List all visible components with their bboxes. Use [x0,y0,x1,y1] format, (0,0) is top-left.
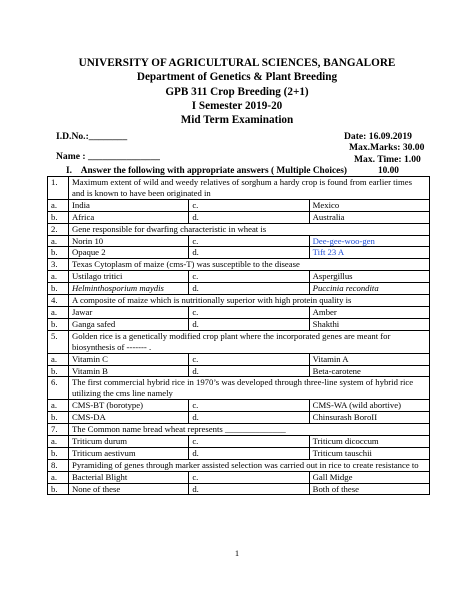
option-text: CMS-WA (wild abortive) [309,400,429,412]
option-row [48,471,430,483]
option-row [48,353,430,365]
option-letter: c. [189,306,309,318]
question-text: Texas Cytoplasm of maize (cms-T) was susceptible to the disease [69,259,430,271]
option-letter: c. [189,271,309,283]
option-letter: d. [189,412,309,424]
option-letter: b. [48,211,69,223]
university-name: UNIVERSITY OF AGRICULTURAL SCIENCES, BANGALORE [78,57,396,69]
max-marks: Max.Marks: 30.00 [349,142,425,153]
option-text: Dee-gee-woo-gen [309,235,429,247]
option-row [48,400,430,412]
option-row [48,283,430,295]
option-letter: d. [189,483,309,495]
option-row [48,412,430,424]
question-number: 1. [48,177,69,200]
exam-date: Date: 16.09.2019 [344,131,412,142]
option-text: Triticum aestivum [69,447,189,459]
option-text: Tift 23 A [309,247,429,259]
option-row [48,211,430,223]
option-text: Helminthosporium maydis [69,283,189,295]
option-text: Bacterial Blight [69,471,189,483]
option-text: Triticum durum [69,435,189,447]
option-text: Amber [309,306,429,318]
option-letter: a. [48,435,69,447]
exam-title: Mid Term Examination [180,114,294,127]
option-letter: a. [48,235,69,247]
question-number: 4. [48,295,69,307]
semester-label: I Semester 2019-20 [191,99,283,112]
option-letter: b. [48,283,69,295]
option-text: Ustilago tritici [69,271,189,283]
option-text: Ganga safed [69,318,189,330]
option-text: Opaque 2 [69,247,189,259]
option-row [48,447,430,459]
option-letter: b. [48,412,69,424]
page-number: 1 [234,548,240,558]
option-letter: a. [48,199,69,211]
question-row [48,223,430,235]
question-text: A composite of maize which is nutritionally superior with high protein quality is [69,295,430,307]
option-letter: b. [48,247,69,259]
option-text: Beta-carotene [309,365,429,377]
option-row [48,318,430,330]
option-row [48,247,430,259]
option-text: Mexico [309,199,429,211]
option-text: Triticum tauschii [309,447,429,459]
option-text: Vitamin A [309,353,429,365]
question-text: The first commercial hybrid rice in 1970’s was developed through three-line system of hybrid rice utilizing the cms line namely [69,377,430,400]
option-text: CMS-BT (borotype) [69,400,189,412]
option-letter: b. [48,365,69,377]
name-field: Name : _______________ [56,151,160,162]
option-text: India [69,199,189,211]
option-text: Jawar [69,306,189,318]
option-letter: c. [189,471,309,483]
question-row [48,424,430,436]
option-row [48,271,430,283]
question-number: 3. [48,259,69,271]
option-letter: c. [189,353,309,365]
course-title: GPB 311 Crop Breeding (2+1) [165,85,309,98]
option-text: Norin 10 [69,235,189,247]
option-text: Africa [69,211,189,223]
question-row [48,459,430,471]
question-row [48,377,430,400]
section-number: I. [66,166,72,176]
option-letter: d. [189,318,309,330]
question-row [48,295,430,307]
option-row [48,306,430,318]
question-row [48,259,430,271]
option-letter: a. [48,353,69,365]
option-letter: c. [189,400,309,412]
option-letter: d. [189,447,309,459]
option-text: Vitamin B [69,365,189,377]
option-letter: d. [189,365,309,377]
question-number: 6. [48,377,69,400]
question-row [48,330,430,353]
option-text: Aspergillus [309,271,429,283]
question-number: 8. [48,459,69,471]
department-name: Department of Genetics & Plant Breeding [136,71,338,84]
option-text: Chinsurash BoroII [309,412,429,424]
option-text: Gall Midge [309,471,429,483]
option-letter: c. [189,199,309,211]
exam-header [0,56,474,127]
option-letter: c. [189,435,309,447]
question-text: Gene responsible for dwarfing characteristic in wheat is [69,223,430,235]
option-text: Vitamin C [69,353,189,365]
questions-table [47,176,430,495]
option-letter: b. [48,447,69,459]
option-row [48,483,430,495]
option-row [48,365,430,377]
section-heading [66,166,399,176]
question-number: 7. [48,424,69,436]
option-letter: b. [48,318,69,330]
question-row [48,177,430,200]
question-text: The Common name bread wheat represents ______________ [69,424,430,436]
option-letter: d. [189,283,309,295]
question-number: 2. [48,223,69,235]
option-letter: d. [189,211,309,223]
option-letter: c. [189,235,309,247]
option-letter: b. [48,483,69,495]
option-row [48,235,430,247]
option-text: Both of these [309,483,429,495]
option-text: CMS-DA [69,412,189,424]
option-letter: a. [48,306,69,318]
question-text: Golden rice is a genetically modified crop plant where the incorporated genes are meant for biosynthesis of ------- . [69,330,430,353]
option-letter: a. [48,271,69,283]
section-instruction: Answer the following with appropriate answers ( Multiple Choices) [80,166,347,176]
id-number-field: I.D.No.:________ [56,131,128,142]
question-text: Pyramiding of genes through marker assisted selection was carried out in rice to create resistance to [69,459,430,471]
option-letter: d. [189,247,309,259]
option-text: Shakthi [309,318,429,330]
option-text: Puccinia recondita [309,283,429,295]
option-row [48,435,430,447]
option-letter: a. [48,471,69,483]
question-number: 5. [48,330,69,353]
option-text: Australia [309,211,429,223]
option-row [48,199,430,211]
section-marks: 10.00 [378,166,399,176]
option-text: None of these [69,483,189,495]
max-time: Max. Time: 1.00 [354,154,421,165]
option-text: Triticum dicoccum [309,435,429,447]
question-text: Maximum extent of wild and weedy relatives of sorghum a hardy crop is found from earlier times and is known to have been originated in [69,177,430,200]
option-letter: a. [48,400,69,412]
